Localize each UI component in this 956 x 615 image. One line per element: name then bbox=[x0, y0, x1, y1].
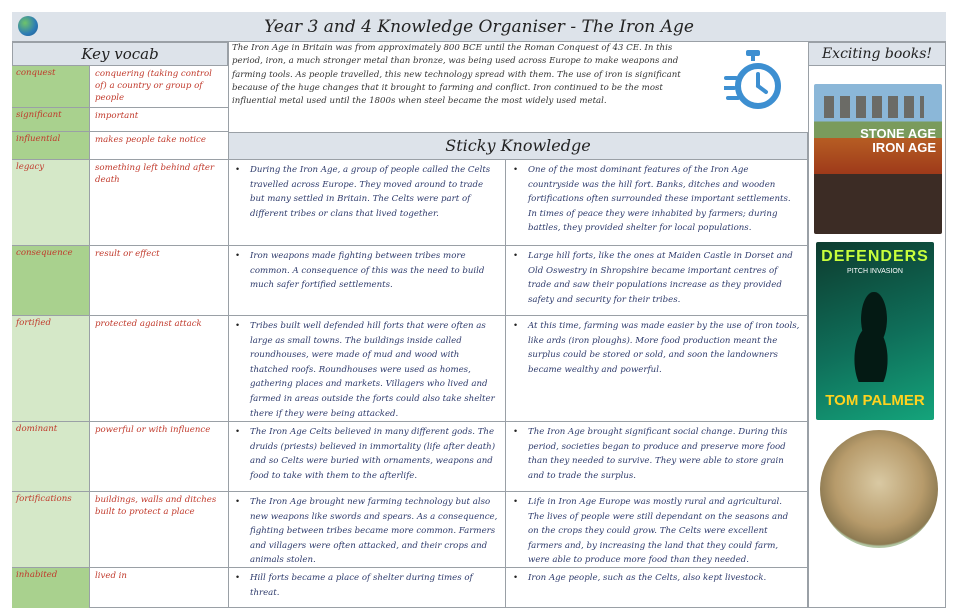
vocab-row bbox=[12, 108, 228, 132]
vocab-row bbox=[12, 568, 228, 608]
vocab-word: fortified bbox=[12, 316, 90, 421]
book-cover-stone-age-iron-age bbox=[814, 84, 942, 234]
vocab-definition: makes people take notice bbox=[95, 135, 206, 145]
stonehenge-image bbox=[824, 96, 924, 118]
book-title: DEFENDERS bbox=[821, 248, 929, 265]
vocab-definition: something left behind after death bbox=[95, 163, 215, 185]
vocab-word: dominant bbox=[12, 422, 90, 491]
vocab-definition: result or effect bbox=[95, 249, 160, 259]
vocab-word: consequence bbox=[12, 246, 90, 315]
vocab-word: inhabited bbox=[12, 568, 90, 608]
vocab-word: influential bbox=[12, 132, 90, 159]
vocab-word: significant bbox=[12, 108, 90, 131]
book-cover-defenders bbox=[816, 242, 934, 420]
vocab-definition: important bbox=[95, 111, 139, 121]
sticky-fact-right: • One of the most dominant features of the Iron Age countryside was the hill fort. Banks, ditches and wooden fortifications often surrounded these important settlements. In times of peace they were inhabited by farmers; during battles, they provided shelter for local populations. bbox=[506, 160, 808, 246]
sticky-fact-right: • Large hill forts, like the ones at Maiden Castle in Dorset and Old Oswestry in Shropshire became important centres of trade and saw their populations increase as they provided safety and security for their tribes. bbox=[506, 246, 808, 316]
book-title-line: STONE AGE bbox=[860, 126, 936, 141]
football-players-image bbox=[844, 292, 904, 382]
sticky-fact-left: • Tribes built well defended hill forts that were often as large as small towns. The buildings inside called roundhouses, were made of mud and wood with thatched roofs. Roundhouses were used as homes, gathering places and markets. Villagers who lived and farmed in areas outside the forts could also take shelter there if they were being attacked. bbox=[228, 316, 506, 422]
vocab-definition: conquering (taking control of) a country or group of people bbox=[95, 69, 212, 103]
vocab-row bbox=[12, 246, 228, 316]
vocab-word: legacy bbox=[12, 160, 90, 245]
column-divider bbox=[808, 42, 809, 608]
sticky-fact-left: • Iron weapons made fighting between tribes more common. A consequence of this was the need to build much safer fortified settlements. bbox=[228, 246, 506, 316]
book-title-line: IRON AGE bbox=[872, 140, 936, 155]
vocab-row bbox=[12, 66, 228, 108]
sticky-fact-right: • Iron Age people, such as the Celts, also kept livestock. bbox=[506, 568, 808, 608]
sticky-knowledge-header: Sticky Knowledge bbox=[228, 132, 808, 160]
vocab-word: fortifications bbox=[12, 492, 90, 567]
sticky-fact-right: • The Iron Age brought significant social change. During this period, societies began to produce and preserve more food than they needed to survive. They were able to store grain and to trade the surplus. bbox=[506, 422, 808, 492]
vocab-row bbox=[12, 132, 228, 160]
book-author: TOM PALMER bbox=[825, 392, 925, 409]
vocab-word: conquest bbox=[12, 66, 90, 107]
knowledge-organiser bbox=[12, 12, 946, 608]
vocab-definition: lived in bbox=[95, 571, 127, 581]
title-bar bbox=[12, 12, 946, 42]
intro-text: The Iron Age in Britain was from approximately 800 BCE until the Roman Conquest of 43 CE. In this period, iron, a much stronger metal than bronze, was being used across Europe to make weapons and farming tools. As people travelled, this new technology spread with them. The use of iron is significant because of the huge changes that it brought to farming and conflict. Iron continued to be the most influential metal used until the 1800s when steel became the most widely used metal. bbox=[232, 43, 681, 107]
sticky-fact-left: • The Iron Age Celts believed in many different gods. The druids (priests) believed in immortality (life after death) and so Celts were buried with ornaments, weapons and food to take with them to the afterlife. bbox=[228, 422, 506, 492]
key-vocab-header: Key vocab bbox=[12, 42, 228, 66]
hill-fort-image bbox=[820, 430, 938, 548]
sticky-fact-right: • At this time, farming was made easier by the use of iron tools, like ards (iron ploughs). More food production meant the surplus could be stored or sold, and soon the landowners became wealthy and powerful. bbox=[506, 316, 808, 422]
vocab-row bbox=[12, 160, 228, 246]
column-divider bbox=[228, 42, 229, 608]
sticky-fact-left: • The Iron Age brought new farming technology but also new weapons like swords and spears. As a consequence, fighting between tribes became more common. Farmers and villagers were often attacked, and their crops and animals stolen. bbox=[228, 492, 506, 568]
vocab-row bbox=[12, 316, 228, 422]
sticky-fact-left: • During the Iron Age, a group of people called the Celts travelled across Europe. They moved around to trade but many settled in Britain. The Celts were part of different tribes or clans that lived together. bbox=[228, 160, 506, 246]
vocab-definition: buildings, walls and ditches built to protect a place bbox=[95, 495, 217, 517]
page-title: Year 3 and 4 Knowledge Organiser - The Iron Age bbox=[264, 17, 694, 37]
exciting-books-header: Exciting books! bbox=[808, 42, 946, 66]
sticky-fact-left: • Hill forts became a place of shelter during times of threat. bbox=[228, 568, 506, 608]
vocab-row bbox=[12, 422, 228, 492]
stopwatch-icon bbox=[724, 48, 782, 112]
book-subtitle: PITCH INVASION bbox=[847, 268, 903, 275]
sticky-fact-right: • Life in Iron Age Europe was mostly rural and agricultural. The lives of people were still dependant on the seasons and on the crops they could grow. The Celts were excellent farmers and, by increasing the land that they could farm, were able to produce more food than they needed. bbox=[506, 492, 808, 568]
vocab-definition: powerful or with influence bbox=[95, 425, 211, 435]
vocab-row bbox=[12, 492, 228, 568]
vocab-definition: protected against attack bbox=[95, 319, 202, 329]
